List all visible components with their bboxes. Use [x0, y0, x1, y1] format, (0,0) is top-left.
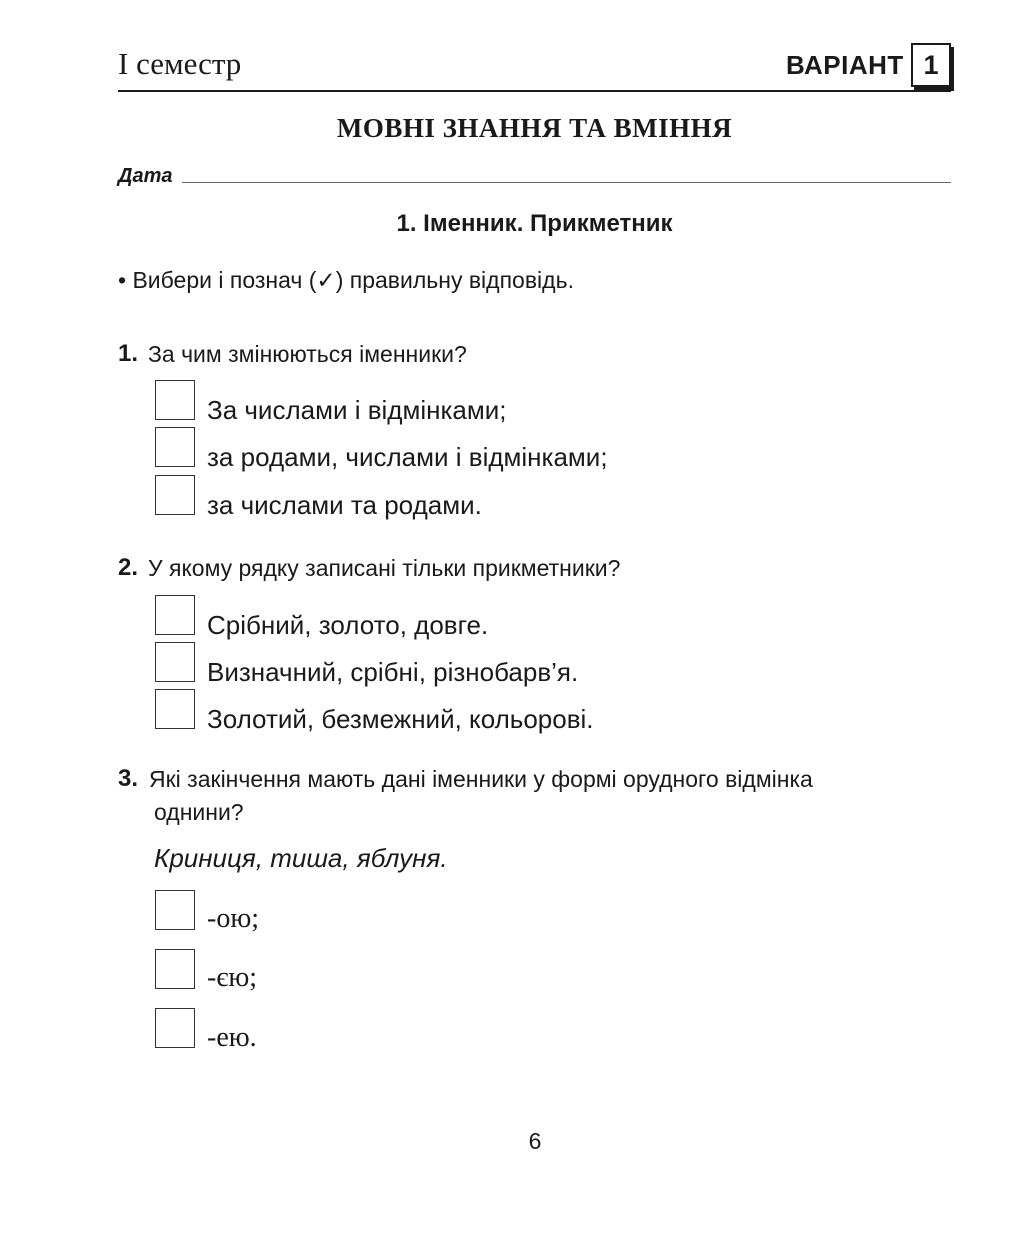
question-1-option-3-label: за числами та родами.: [207, 490, 482, 520]
question-1-number: 1.: [118, 340, 139, 367]
question-3-option-2-label: -єю;: [207, 962, 258, 993]
question-3-number: 3.: [118, 765, 139, 792]
semester-label: І семестр: [118, 46, 242, 81]
question-3-option-1-checkbox[interactable]: [155, 890, 195, 930]
question-2-option-1-checkbox[interactable]: [155, 595, 195, 635]
header-divider: [118, 90, 951, 92]
page-title: МОВНІ ЗНАННЯ ТА ВМІННЯ: [336, 113, 733, 143]
page-number: 6: [528, 1128, 542, 1154]
question-2-number: 2.: [118, 554, 139, 581]
question-2-option-2-label: Визначний, срібні, різнобарв’я.: [207, 657, 579, 687]
question-2-option-2-checkbox[interactable]: [155, 642, 195, 682]
question-2-option-1-label: Срібний, золото, довге.: [207, 610, 489, 640]
question-3-option-3-label: -ею.: [207, 1022, 257, 1053]
question-3-text-line-2: однини?: [154, 799, 244, 825]
section-title: 1. Іменник. Прикметник: [396, 210, 673, 237]
question-1-option-2-label: за родами, числами і відмінками;: [207, 442, 608, 472]
variant-number: 1: [911, 43, 951, 87]
date-input-line[interactable]: [182, 182, 951, 183]
question-3-option-1-label: -ою;: [207, 903, 260, 934]
question-3-option-3-checkbox[interactable]: [155, 1008, 195, 1048]
question-3-text-line-1: Які закінчення мають дані іменники у формі орудного відмінка: [149, 766, 813, 792]
question-1-option-2-checkbox[interactable]: [155, 427, 195, 467]
question-1-option-3-checkbox[interactable]: [155, 475, 195, 515]
question-3-option-2-checkbox[interactable]: [155, 949, 195, 989]
question-3-example-words: Криниця, тиша, яблуня.: [154, 843, 448, 873]
question-2-text: У якому рядку записані тільки прикметники?: [148, 555, 621, 581]
question-2-option-3-label: Золотий, безмежний, кольорові.: [207, 704, 594, 734]
variant-label: ВАРІАНТ: [786, 50, 904, 80]
question-1-option-1-label: За числами і відмінками;: [207, 395, 507, 425]
question-2-option-3-checkbox[interactable]: [155, 689, 195, 729]
question-1-option-1-checkbox[interactable]: [155, 380, 195, 420]
question-1-text: За чим змінюються іменники?: [148, 341, 467, 367]
date-label: Дата: [118, 165, 173, 187]
instruction-text: • Вибери і познач (✓) правильну відповідь.: [118, 267, 574, 293]
